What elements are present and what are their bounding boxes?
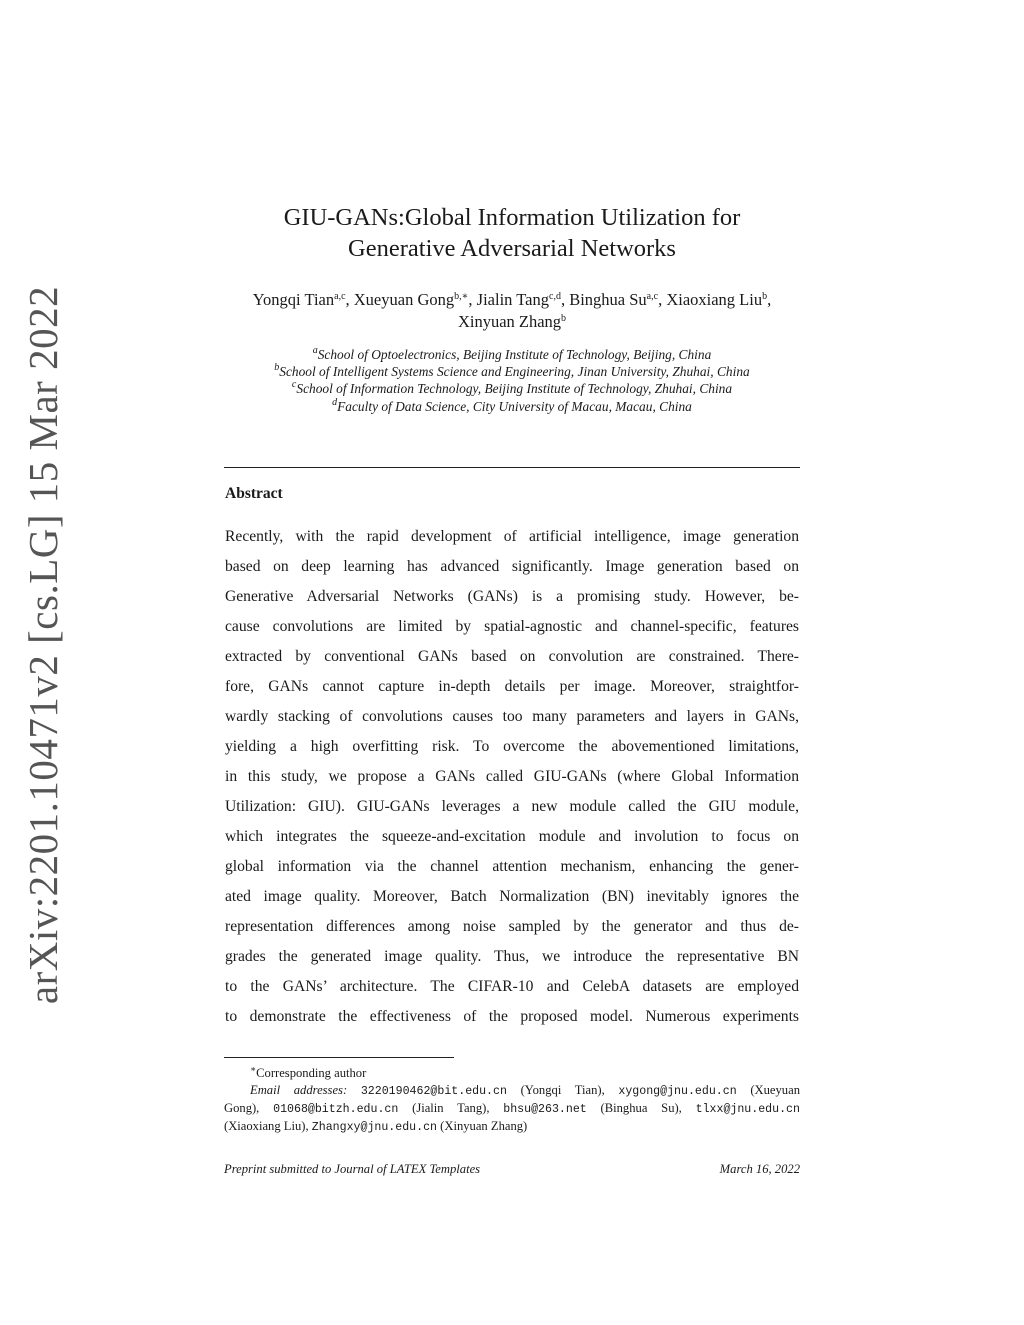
author-affiliation-mark: c,d (549, 291, 561, 302)
abstract-line: yielding a high overfitting risk. To overcome the abovementioned limitations, (225, 738, 799, 755)
affiliation-b: $^b$School of Intelligent Systems Science and Engineering, Jinan University, Zhuhai, China (274, 362, 750, 380)
footnote-rule (224, 1057, 454, 1058)
author-affiliation-mark: a,c (334, 291, 346, 302)
abstract-line: grades the generated image quality. Thus, we introduce the representative BN (225, 948, 799, 965)
author-name: Xueyuan Gong (353, 290, 455, 309)
footer-date: March 16, 2022 (719, 1162, 800, 1176)
email-line-2: Gong), 01068@bitzh.edu.cn (Jialin Tang), bhsu@263.net (Binghua Su), tlxx@jnu.edu.cn (224, 1101, 800, 1117)
author-name: Yongqi Tian (252, 290, 335, 309)
abstract-line: extracted by conventional GANs based on convolution are constrained. There- (225, 648, 799, 665)
email-link[interactable]: xygong@jnu.edu.cn (618, 1085, 737, 1099)
email-link[interactable]: bhsu@263.net (503, 1103, 587, 1117)
abstract-line: Recently, with the rapid development of artificial intelligence, image generation (225, 528, 799, 545)
author-affiliation-mark: b,∗ (454, 291, 469, 302)
abstract-line: based on deep learning has advanced significantly. Image generation based on (225, 558, 799, 575)
abstract-line: to demonstrate the effectiveness of the proposed model. Numerous experiments (225, 1008, 799, 1025)
email-link[interactable]: Zhangxy@jnu.edu.cn (311, 1121, 438, 1135)
arxiv-identifier-stamp (18, 285, 68, 1005)
email-link[interactable]: 01068@bitzh.edu.cn (273, 1103, 399, 1117)
author-affiliation-mark: b (762, 291, 768, 302)
affiliation-d: $^d$Faculty of Data Science, City University of Macau, Macau, China (332, 396, 692, 414)
author-line-1: Yongqi Tian$^{a,c}$, Xueyuan Gong$^{b,∗}$, Jialin Tang$^{c,d}$, Binghua Su$^{a,c}$, Xiaoxiang Liu$^b$, Xinyuan Zhang$^b$ (252, 290, 772, 331)
email-line-1: Email addresses: 3220190462@bit.edu.cn (Yongqi Tian), xygong@jnu.edu.cn (Xueyuan (250, 1083, 800, 1099)
affiliation-list (215, 346, 809, 415)
paper-title (224, 202, 800, 264)
email-label: Email addresses: (250, 1083, 348, 1098)
email-line-3: (Xiaoxiang Liu), Zhangxy@jnu.edu.cn (Xinyuan Zhang) (224, 1119, 528, 1135)
author-affiliation-mark: b (561, 313, 567, 324)
title-line-1: GIU-GANs:Global Information Utilization for (283, 204, 741, 231)
arxiv-identifier-text: arXiv:2201.10471v2 [cs.LG] 15 Mar 2022 (20, 285, 66, 1005)
abstract-top-rule (224, 467, 800, 468)
author-affiliation-mark: a,c (646, 291, 659, 302)
footnotes (224, 1061, 800, 1136)
abstract-line: Utilization: GIU). GIU-GANs leverages a new module called the GIU module, (225, 798, 799, 815)
author-name: Binghua Su (569, 290, 647, 309)
corresponding-author-note: ∗Corresponding author (250, 1064, 367, 1081)
abstract-body (225, 522, 799, 1032)
abstract-line: global information via the channel attention mechanism, enhancing the gener- (225, 858, 799, 875)
abstract-line: fore, GANs cannot capture in-depth details per image. Moreover, straightfor- (225, 678, 799, 695)
author-name: Jialin Tang (476, 290, 549, 309)
preprint-footer: Preprint submitted to Journal of LATEX Templates (224, 1162, 481, 1176)
abstract-line: representation differences among noise sampled by the generator and thus de- (225, 918, 799, 935)
affiliation-a: $^a$School of Optoelectronics, Beijing Institute of Technology, Beijing, China (312, 345, 712, 362)
author-name: Xiaoxiang Liu (666, 290, 763, 309)
author-name: Xinyuan Zhang (457, 312, 562, 331)
abstract-line: in this study, we propose a GANs called GIU-GANs (where Global Information (225, 768, 799, 785)
email-link[interactable]: tlxx@jnu.edu.cn (695, 1103, 800, 1117)
abstract-line: cause convolutions are limited by spatial-agnostic and channel-specific, features (225, 618, 799, 635)
abstract-line: Generative Adversarial Networks (GANs) is a promising study. However, be- (225, 588, 799, 605)
title-line-2: Generative Adversarial Networks (348, 235, 676, 262)
author-list (224, 289, 800, 333)
abstract-line: which integrates the squeeze-and-excitation module and involution to focus on (225, 828, 799, 845)
affiliation-c: $^c$School of Information Technology, Beijing Institute of Technology, Zhuhai, China (291, 379, 733, 397)
abstract-heading: Abstract (225, 485, 283, 502)
abstract-line: ated image quality. Moreover, Batch Normalization (BN) inevitably ignores the (225, 888, 799, 905)
abstract-line: to the GANs’ architecture. The CIFAR-10 and CelebA datasets are employed (225, 978, 799, 995)
email-link[interactable]: 3220190462@bit.edu.cn (360, 1085, 507, 1099)
abstract-line: wardly stacking of convolutions causes too many parameters and layers in GANs, (225, 708, 799, 725)
